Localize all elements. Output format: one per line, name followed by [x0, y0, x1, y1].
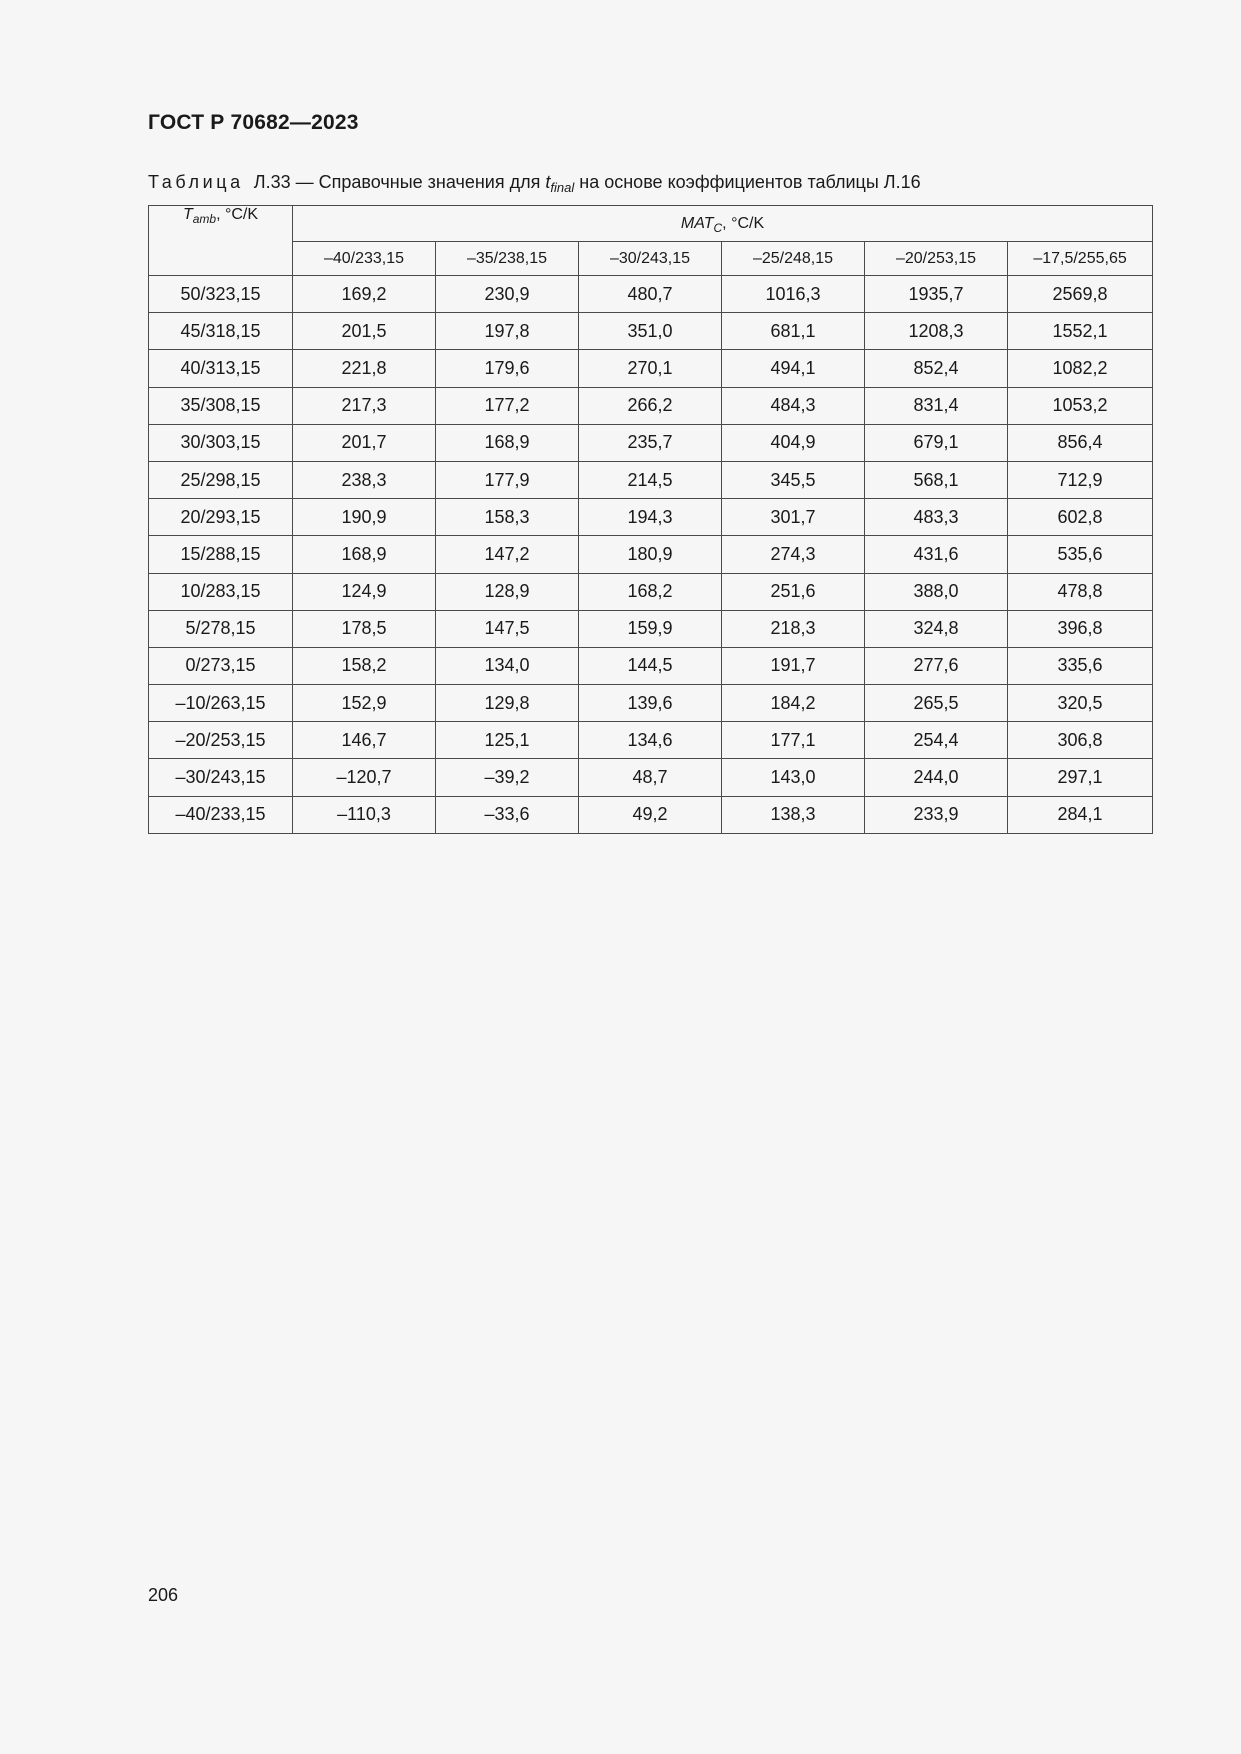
- value-cell: 168,2: [579, 573, 722, 610]
- caption-symbol: t: [545, 172, 551, 192]
- row-label-cell: –30/243,15: [149, 759, 293, 796]
- table-header-row: [149, 206, 1153, 242]
- table-row: [149, 610, 1153, 647]
- value-cell: 568,1: [865, 461, 1008, 498]
- row-label-cell: –20/253,15: [149, 722, 293, 759]
- table-row: [149, 313, 1153, 350]
- table-row: [149, 424, 1153, 461]
- caption-text-after: на основе коэффициентов таблицы Л.16: [579, 172, 921, 192]
- value-cell: 138,3: [722, 796, 865, 833]
- value-cell: 134,6: [579, 722, 722, 759]
- value-cell: 244,0: [865, 759, 1008, 796]
- table-row: [149, 685, 1153, 722]
- row-label-cell: 5/278,15: [149, 610, 293, 647]
- value-cell: 274,3: [722, 536, 865, 573]
- value-cell: 2569,8: [1008, 276, 1153, 313]
- value-cell: 190,9: [293, 499, 436, 536]
- value-cell: –39,2: [436, 759, 579, 796]
- table-row: [149, 461, 1153, 498]
- value-cell: 134,0: [436, 647, 579, 684]
- row-label-cell: –40/233,15: [149, 796, 293, 833]
- value-cell: 345,5: [722, 461, 865, 498]
- row-label-cell: 30/303,15: [149, 424, 293, 461]
- value-cell: 681,1: [722, 313, 865, 350]
- table-body: [149, 276, 1153, 834]
- value-cell: 144,5: [579, 647, 722, 684]
- column-header: –20/253,15: [865, 242, 1008, 276]
- value-cell: 388,0: [865, 573, 1008, 610]
- row-header-unit: , °C/K: [216, 206, 259, 223]
- row-label-cell: –10/263,15: [149, 685, 293, 722]
- value-cell: 712,9: [1008, 461, 1153, 498]
- value-cell: 320,5: [1008, 685, 1153, 722]
- value-cell: 431,6: [865, 536, 1008, 573]
- value-cell: 483,3: [865, 499, 1008, 536]
- document-code: ГОСТ Р 70682—2023: [148, 111, 359, 134]
- value-cell: 129,8: [436, 685, 579, 722]
- value-cell: 1935,7: [865, 276, 1008, 313]
- page-number: 206: [148, 1585, 179, 1605]
- value-cell: 159,9: [579, 610, 722, 647]
- value-cell: 179,6: [436, 350, 579, 387]
- value-cell: 217,3: [293, 387, 436, 424]
- table-row: [149, 276, 1153, 313]
- value-cell: –110,3: [293, 796, 436, 833]
- value-cell: 478,8: [1008, 573, 1153, 610]
- value-cell: 218,3: [722, 610, 865, 647]
- value-cell: 147,2: [436, 536, 579, 573]
- value-cell: 191,7: [722, 647, 865, 684]
- value-cell: 168,9: [436, 424, 579, 461]
- table-row: [149, 573, 1153, 610]
- caption-number: Л.33: [253, 172, 291, 192]
- value-cell: –33,6: [436, 796, 579, 833]
- column-header: –40/233,15: [293, 242, 436, 276]
- value-cell: 1552,1: [1008, 313, 1153, 350]
- column-header: –35/238,15: [436, 242, 579, 276]
- value-cell: 177,9: [436, 461, 579, 498]
- table-row: [149, 722, 1153, 759]
- value-cell: 158,2: [293, 647, 436, 684]
- value-cell: 277,6: [865, 647, 1008, 684]
- group-header-unit: , °C/K: [722, 214, 765, 232]
- column-header: –25/248,15: [722, 242, 865, 276]
- value-cell: 143,0: [722, 759, 865, 796]
- caption-symbol-sub: final: [550, 180, 575, 195]
- table-row: [149, 536, 1153, 573]
- value-cell: 856,4: [1008, 424, 1153, 461]
- column-header: –17,5/255,65: [1008, 242, 1153, 276]
- table-row: [149, 387, 1153, 424]
- row-header-cell: [149, 206, 293, 276]
- row-label-cell: 25/298,15: [149, 461, 293, 498]
- value-cell: 238,3: [293, 461, 436, 498]
- table-row: [149, 350, 1153, 387]
- caption-label: Таблица: [148, 172, 244, 192]
- value-cell: –120,7: [293, 759, 436, 796]
- value-cell: 284,1: [1008, 796, 1153, 833]
- value-cell: 306,8: [1008, 722, 1153, 759]
- value-cell: 124,9: [293, 573, 436, 610]
- table-caption: [148, 172, 921, 193]
- value-cell: 184,2: [722, 685, 865, 722]
- row-label-cell: 40/313,15: [149, 350, 293, 387]
- value-cell: 1053,2: [1008, 387, 1153, 424]
- value-cell: 535,6: [1008, 536, 1153, 573]
- row-label-cell: 20/293,15: [149, 499, 293, 536]
- value-cell: 679,1: [865, 424, 1008, 461]
- value-cell: 235,7: [579, 424, 722, 461]
- value-cell: 602,8: [1008, 499, 1153, 536]
- value-cell: 297,1: [1008, 759, 1153, 796]
- table-row: [149, 759, 1153, 796]
- value-cell: 831,4: [865, 387, 1008, 424]
- value-cell: 494,1: [722, 350, 865, 387]
- value-cell: 168,9: [293, 536, 436, 573]
- value-cell: 180,9: [579, 536, 722, 573]
- row-label-cell: 35/308,15: [149, 387, 293, 424]
- value-cell: 251,6: [722, 573, 865, 610]
- value-cell: 49,2: [579, 796, 722, 833]
- value-cell: 1016,3: [722, 276, 865, 313]
- value-cell: 324,8: [865, 610, 1008, 647]
- value-cell: 1208,3: [865, 313, 1008, 350]
- group-header-sub: C: [713, 220, 723, 235]
- table-row: [149, 796, 1153, 833]
- value-cell: 1082,2: [1008, 350, 1153, 387]
- row-label-cell: 15/288,15: [149, 536, 293, 573]
- value-cell: 178,5: [293, 610, 436, 647]
- value-cell: 146,7: [293, 722, 436, 759]
- value-cell: 177,2: [436, 387, 579, 424]
- value-cell: 201,7: [293, 424, 436, 461]
- column-header: –30/243,15: [579, 242, 722, 276]
- value-cell: 301,7: [722, 499, 865, 536]
- value-cell: 233,9: [865, 796, 1008, 833]
- value-cell: 270,1: [579, 350, 722, 387]
- value-cell: 396,8: [1008, 610, 1153, 647]
- caption-text-before: — Справочные значения для: [295, 172, 541, 192]
- column-header-row: [149, 242, 1153, 276]
- value-cell: 139,6: [579, 685, 722, 722]
- value-cell: 152,9: [293, 685, 436, 722]
- table-row: [149, 647, 1153, 684]
- value-cell: 404,9: [722, 424, 865, 461]
- value-cell: 221,8: [293, 350, 436, 387]
- row-label-cell: 10/283,15: [149, 573, 293, 610]
- row-header-symbol: T: [182, 206, 193, 223]
- value-cell: 197,8: [436, 313, 579, 350]
- value-cell: 480,7: [579, 276, 722, 313]
- value-cell: 265,5: [865, 685, 1008, 722]
- value-cell: 158,3: [436, 499, 579, 536]
- value-cell: 230,9: [436, 276, 579, 313]
- value-cell: 128,9: [436, 573, 579, 610]
- value-cell: 147,5: [436, 610, 579, 647]
- row-header-sub: amb: [192, 212, 217, 226]
- value-cell: 194,3: [579, 499, 722, 536]
- value-cell: 335,6: [1008, 647, 1153, 684]
- group-header-cell: [293, 206, 1153, 242]
- value-cell: 169,2: [293, 276, 436, 313]
- value-cell: 266,2: [579, 387, 722, 424]
- row-label-cell: 50/323,15: [149, 276, 293, 313]
- row-label-cell: 0/273,15: [149, 647, 293, 684]
- reference-values-table: [148, 205, 1153, 834]
- value-cell: 125,1: [436, 722, 579, 759]
- value-cell: 201,5: [293, 313, 436, 350]
- value-cell: 48,7: [579, 759, 722, 796]
- row-label-cell: 45/318,15: [149, 313, 293, 350]
- value-cell: 214,5: [579, 461, 722, 498]
- value-cell: 254,4: [865, 722, 1008, 759]
- value-cell: 351,0: [579, 313, 722, 350]
- value-cell: 177,1: [722, 722, 865, 759]
- value-cell: 484,3: [722, 387, 865, 424]
- value-cell: 852,4: [865, 350, 1008, 387]
- table-row: [149, 499, 1153, 536]
- group-header-symbol: MAT: [680, 214, 714, 232]
